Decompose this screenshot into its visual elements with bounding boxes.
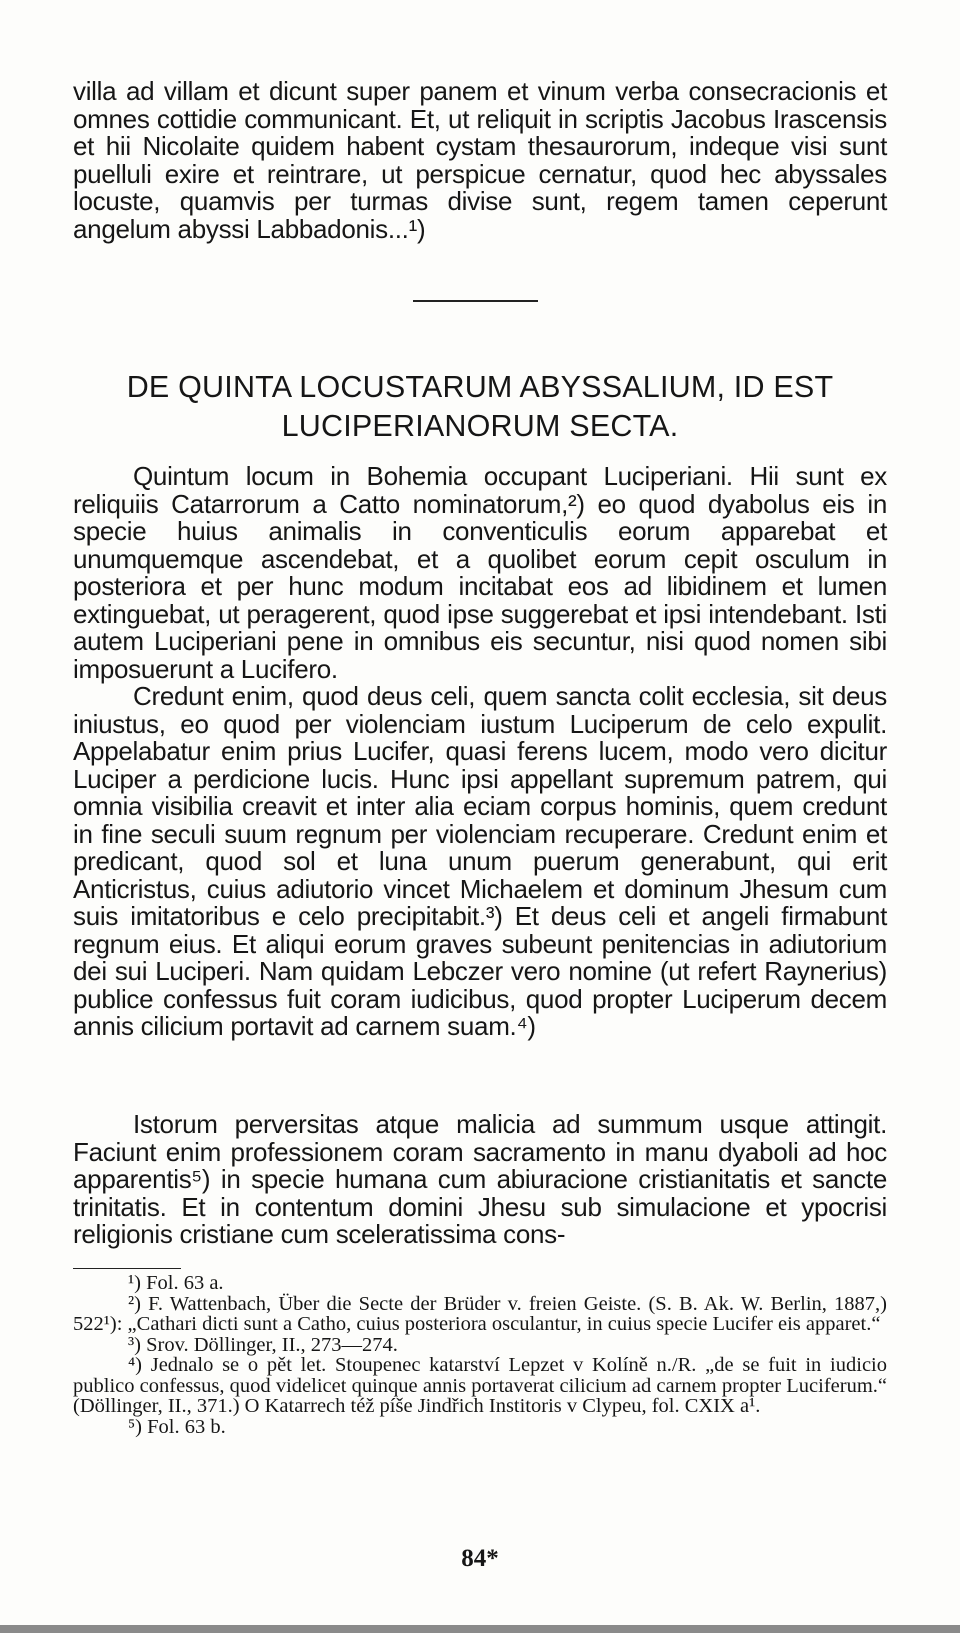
footnote-3: ³) Srov. Döllinger, II., 273—274. <box>128 1333 398 1356</box>
paragraph-credunt: Credunt enim, quod deus celi, quem sancta colit ecclesia, sit deus iniustus, eo quod per violenciam iustum Luciperum de celo expulit. Appelabatur enim prius Lucifer, quasi ferens lucem, modo vero dicitur Luciper a perdicione lucis. Hunc ipsi appellant supremum patrem, qui omnia visibilia creavit et inter alia eciam corpus hominis, quem credunt in fine seculi suum regnum per violenciam recuperare. Credunt enim et predicant, quod sol et luna unum puerum generabunt, qui erit Anticristus, cuius adiutorio vincet Michaelem et dominum Jhesum cum suis imitatoribus e celo precipitabit.³) Et deus celi et angeli firmabunt regnum eius. Et aliqui eorum graves subeunt penitencias in adiutorium dei sui Luciperi. Nam quidam Lebczer vero nomine (ut refert Raynerius) publice confessus fuit coram iudicibus, quod propter Luciperum decem annis cilicium portavit ad carnem suam.⁴) <box>73 681 887 1041</box>
scan-bottom-edge <box>0 1625 960 1633</box>
footnote-1: ¹) Fol. 63 a. <box>128 1272 224 1294</box>
footnote-5: ⁵) Fol. 63 b. <box>128 1415 226 1438</box>
footnote-rule <box>73 1268 181 1269</box>
main-text-section <box>73 463 887 1041</box>
section-heading-line-2: LUCIPERIANORUM SECTA. <box>281 409 679 443</box>
section-separator-rule <box>413 300 538 302</box>
paragraph-istorum: Istorum perversitas atque malicia ad summum usque attingit. Faciunt enim professionem coram sacramento in manu dyaboli ad hoc apparentis⁵) in specie humana cum abiuracione cristianitatis et sancte trinitatis. Et in contentum domini Jhesu sub simulacione et ypocrisi religionis cristiane cum sceleratissima cons- <box>73 1109 887 1249</box>
main-text-top <box>73 78 887 243</box>
footnotes <box>73 1273 887 1437</box>
section-heading-line-1: DE QUINTA LOCUSTARUM ABYSSALIUM, ID EST <box>126 370 834 404</box>
paragraph-quintum: Quintum locum in Bohemia occupant Luciperiani. Hii sunt ex reliquiis Catarrorum a Catto nominatorum,²) eo quod dyabolus eis in specie huius animalis in conventiculis eorum apparebat et unumquemque ascendebat, et a quolibet eorum cepit osculum in posteriora et per hunc modum incitabat eos ad libidinem et lumen extinguebat, ut peragerent, quod ipse suggerebat et ipsi intendebant. Isti autem Luciperiani pene in omnibus eis secuntur, nisi quod nomen sibi imposuerunt a Lucifero. <box>73 461 887 684</box>
footnote-2: ²) F. Wattenbach, Über die Secte der Brüder v. freien Geiste. (S. B. Ak. W. Berlin, 1887,) 522¹): „Cathari dicti sunt a Catho, cuius posteriora osculantur, in cuius specie Lucifer eis apparet.“ <box>73 1292 887 1335</box>
page-number: 84* <box>461 1545 499 1572</box>
main-text-bottom <box>73 1111 887 1249</box>
footnote-4: ⁴) Jednalo se o pět let. Stoupenec katarství Lepzet v Kolíně n./R. „de se fuit in iudicio publico confessus, quod videlicet quinque annis portaverat cilicium ad carnem propter Luciferum.“ (Döllinger, II., 371.) O Katarrech též píše Jindřich Institoris v Clypeu, fol. CXIX a¹. <box>73 1354 887 1417</box>
section-heading <box>60 368 900 446</box>
paragraph-continuation: villa ad villam et dicunt super panem et vinum verba consecracionis et omnes cottidie communicant. Et, ut reliquit in scriptis Jacobus Irascensis et hii Nicolaite quidem habent cystam thesaurorum, indeque visi sunt puelluli exire et reintrare, ut perspicue cernatur, quod hec abyssales locuste, quamvis per turmas divise sunt, regem tamen ceperunt angelum abyssi Labbadonis...¹) <box>73 76 887 244</box>
